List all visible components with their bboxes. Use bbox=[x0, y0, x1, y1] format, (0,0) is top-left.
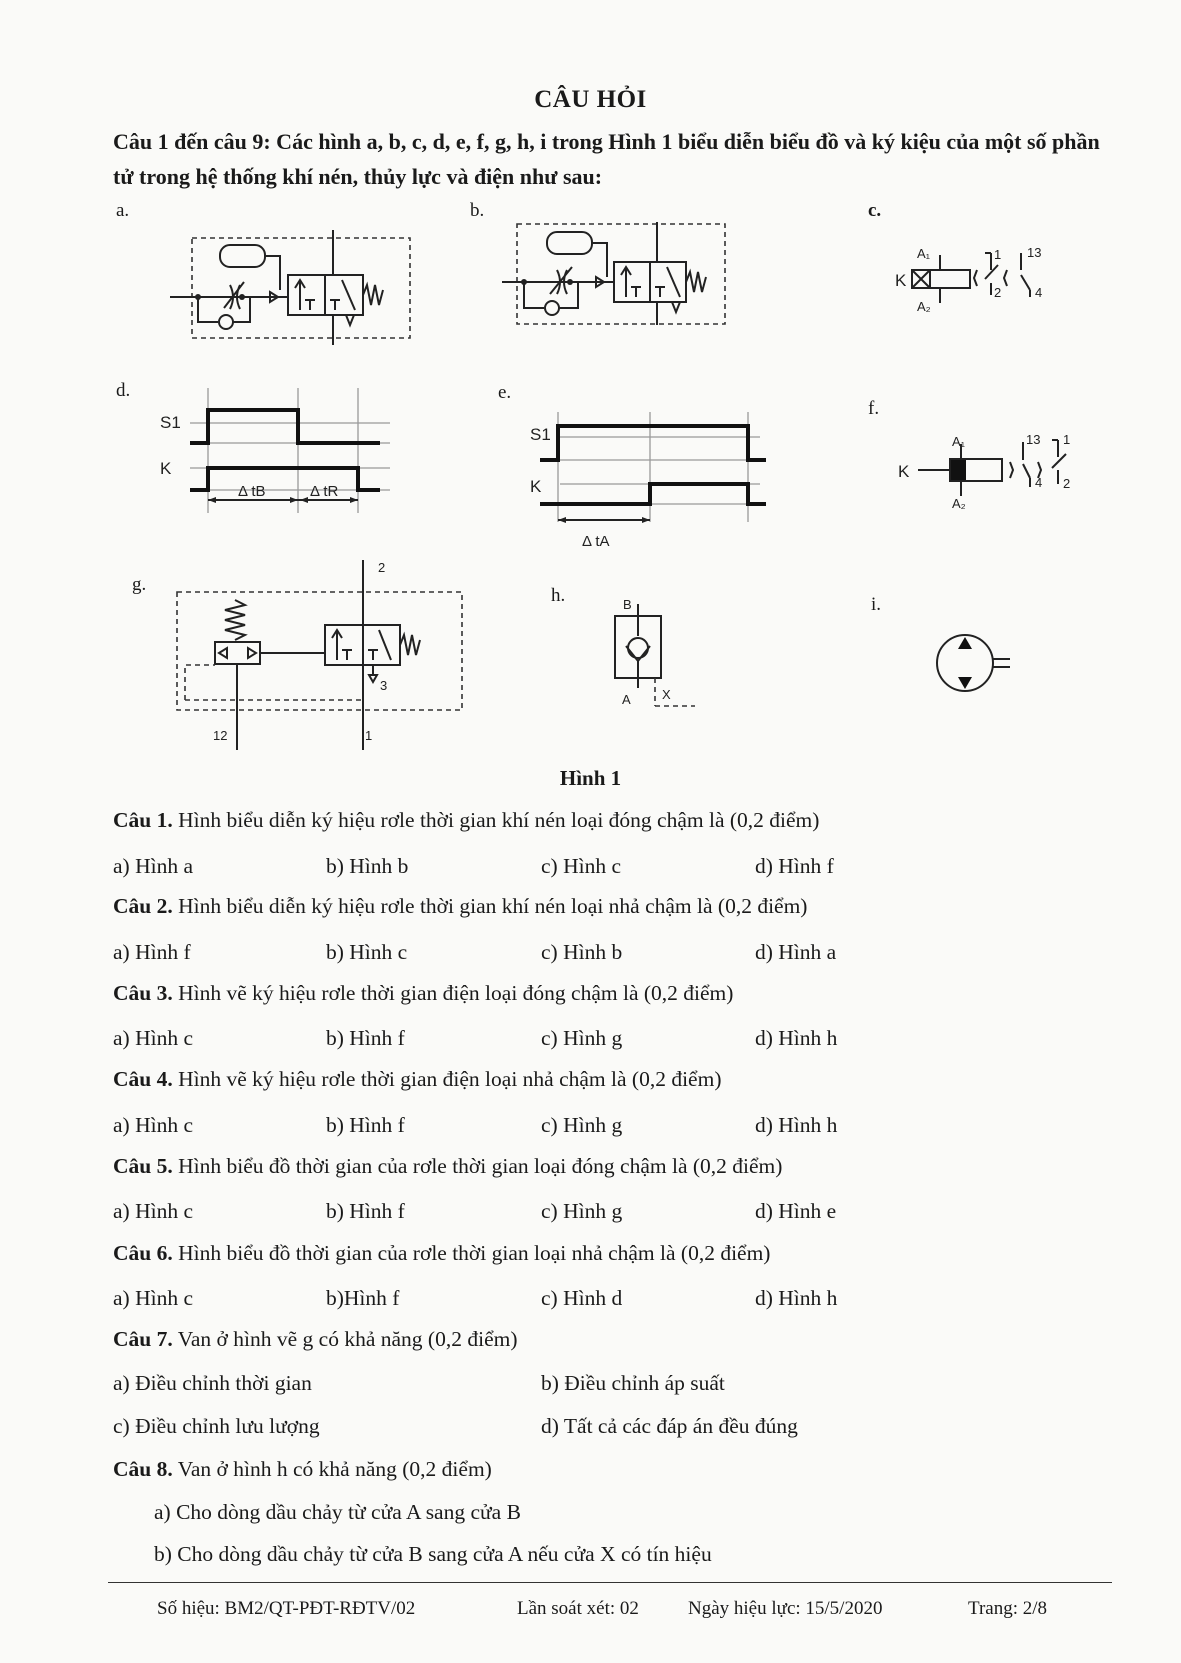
q2-option-c[interactable]: c) Hình b bbox=[541, 940, 623, 964]
q1-option-b[interactable]: b) Hình b bbox=[326, 854, 409, 878]
q3-option-a[interactable]: a) Hình c bbox=[113, 1026, 193, 1050]
svg-text:Δ tA: Δ tA bbox=[582, 533, 610, 550]
intro-text: Câu 1 đến câu 9: Các hình a, b, c, d, e, f, g, h, i trong Hình 1 biểu diễn biểu đồ và ký kiệu của một số phần tử trong hệ thống khí nén, thủy lực và điện như sau: bbox=[113, 129, 1100, 189]
figure-g-pressure-valve-diagram bbox=[165, 560, 475, 750]
q3-option-b[interactable]: b) Hình f bbox=[326, 1026, 405, 1050]
figure-c-electric-timer-relay-symbol bbox=[895, 245, 1055, 325]
svg-text:S1: S1 bbox=[530, 425, 551, 444]
figure-h-check-valve-diagram bbox=[600, 596, 710, 716]
q4-option-c[interactable]: c) Hình g bbox=[541, 1113, 623, 1137]
q1-option-d[interactable]: d) Hình f bbox=[755, 854, 834, 878]
q4-option-a[interactable]: a) Hình c bbox=[113, 1113, 193, 1137]
q5-option-b[interactable]: b) Hình f bbox=[326, 1199, 405, 1223]
svg-text:4: 4 bbox=[1035, 475, 1043, 490]
question-4: Câu 4. Hình vẽ ký hiệu rơle thời gian điện loại nhả chậm là (0,2 điểm) bbox=[113, 1067, 722, 1091]
figure-b-pneumatic-timer-diagram bbox=[502, 222, 752, 337]
q8-option-a[interactable]: a) Cho dòng dầu chảy từ cửa A sang cửa B bbox=[154, 1500, 521, 1524]
figure-f-electric-timer-relay-symbol bbox=[898, 432, 1088, 512]
q2-option-b[interactable]: b) Hình c bbox=[326, 940, 408, 964]
q3-option-c[interactable]: c) Hình g bbox=[541, 1026, 623, 1050]
svg-text:4: 4 bbox=[1035, 285, 1043, 300]
svg-text:K: K bbox=[160, 459, 172, 478]
figure-label-g: g. bbox=[132, 574, 147, 595]
figure-label-b: b. bbox=[470, 200, 485, 221]
svg-text:Δ tR: Δ tR bbox=[310, 483, 339, 500]
figure-label-a: a. bbox=[116, 200, 130, 221]
svg-text:2: 2 bbox=[1063, 476, 1071, 491]
question-1: Câu 1. Hình biểu diễn ký hiệu rơle thời gian khí nén loại đóng chậm là (0,2 điểm) bbox=[113, 808, 820, 832]
question-8: Câu 8. Van ở hình h có khả năng (0,2 điểm) bbox=[113, 1457, 492, 1481]
svg-text:K: K bbox=[898, 462, 910, 481]
question-5: Câu 5. Hình biểu đồ thời gian của rơle thời gian loại đóng chậm là (0,2 điểm) bbox=[113, 1154, 783, 1178]
page-title: CÂU HỎI bbox=[534, 86, 647, 113]
q7-option-c[interactable]: c) Điều chỉnh lưu lượng bbox=[113, 1414, 320, 1438]
svg-text:A₁: A₁ bbox=[917, 246, 931, 261]
svg-text:B: B bbox=[623, 597, 632, 612]
svg-text:A₂: A₂ bbox=[952, 496, 966, 511]
q4-option-b[interactable]: b) Hình f bbox=[326, 1113, 405, 1137]
footer-divider bbox=[108, 1582, 1112, 1583]
q5-option-d[interactable]: d) Hình e bbox=[755, 1199, 837, 1223]
q7-option-a[interactable]: a) Điều chỉnh thời gian bbox=[113, 1371, 312, 1395]
q1-option-a[interactable]: a) Hình a bbox=[113, 854, 193, 878]
q4-option-d[interactable]: d) Hình h bbox=[755, 1113, 838, 1137]
figure-caption: Hình 1 bbox=[559, 766, 622, 790]
svg-text:3: 3 bbox=[380, 678, 388, 693]
svg-text:2: 2 bbox=[378, 560, 386, 575]
q6-option-a[interactable]: a) Hình c bbox=[113, 1286, 193, 1310]
question-7: Câu 7. Van ở hình vẽ g có khả năng (0,2 điểm) bbox=[113, 1327, 518, 1351]
q6-option-d[interactable]: d) Hình h bbox=[755, 1286, 838, 1310]
svg-text:13: 13 bbox=[1027, 245, 1042, 260]
q7-option-d[interactable]: d) Tất cả các đáp án đều đúng bbox=[541, 1414, 798, 1438]
footer-effective-date: Ngày hiệu lực: 15/5/2020 bbox=[688, 1598, 883, 1619]
svg-text:A₁: A₁ bbox=[952, 434, 966, 449]
svg-text:A₂: A₂ bbox=[917, 299, 931, 314]
footer-document-code: Số hiệu: BM2/QT-PĐT-RĐTV/02 bbox=[157, 1598, 416, 1619]
q2-option-d[interactable]: d) Hình a bbox=[755, 940, 837, 964]
svg-text:13: 13 bbox=[1026, 432, 1041, 447]
figure-label-e: e. bbox=[498, 382, 512, 403]
question-6: Câu 6. Hình biểu đồ thời gian của rơle thời gian loại nhả chậm là (0,2 điểm) bbox=[113, 1241, 771, 1265]
svg-text:1: 1 bbox=[994, 247, 1002, 262]
figure-label-i: i. bbox=[871, 594, 882, 615]
q1-option-c[interactable]: c) Hình c bbox=[541, 854, 621, 878]
footer-page-number: Trang: 2/8 bbox=[968, 1598, 1048, 1619]
figure-a-pneumatic-timer-diagram bbox=[170, 230, 420, 345]
svg-text:S1: S1 bbox=[160, 413, 181, 432]
svg-text:12: 12 bbox=[213, 728, 228, 743]
q2-option-a[interactable]: a) Hình f bbox=[113, 940, 191, 964]
figure-label-f: f. bbox=[868, 398, 880, 419]
svg-text:Δ tB: Δ tB bbox=[238, 483, 266, 500]
figure-label-h: h. bbox=[551, 585, 566, 606]
q6-option-c[interactable]: c) Hình d bbox=[541, 1286, 623, 1310]
svg-text:A: A bbox=[622, 692, 631, 707]
svg-text:K: K bbox=[530, 477, 542, 496]
figure-i-hydraulic-motor-symbol bbox=[930, 625, 1020, 705]
svg-text:X: X bbox=[662, 687, 671, 702]
q3-option-d[interactable]: d) Hình h bbox=[755, 1026, 838, 1050]
q7-option-b[interactable]: b) Điều chỉnh áp suất bbox=[541, 1371, 725, 1395]
footer-revision: Lần soát xét: 02 bbox=[517, 1598, 639, 1619]
svg-text:2: 2 bbox=[994, 285, 1002, 300]
figure-label-c: c. bbox=[868, 200, 882, 221]
figure-d-timing-diagram bbox=[160, 388, 400, 538]
figure-label-d: d. bbox=[116, 380, 131, 401]
q5-option-a[interactable]: a) Hình c bbox=[113, 1199, 193, 1223]
q6-option-b[interactable]: b)Hình f bbox=[326, 1286, 400, 1310]
question-3: Câu 3. Hình vẽ ký hiệu rơle thời gian điện loại đóng chậm là (0,2 điểm) bbox=[113, 981, 734, 1005]
svg-text:1: 1 bbox=[1063, 432, 1071, 447]
label-k: K bbox=[895, 271, 907, 290]
svg-text:1: 1 bbox=[365, 728, 373, 743]
q5-option-c[interactable]: c) Hình g bbox=[541, 1199, 623, 1223]
figure-e-timing-diagram bbox=[530, 412, 770, 552]
q8-option-b[interactable]: b) Cho dòng dầu chảy từ cửa B sang cửa A nếu cửa X có tín hiệu bbox=[154, 1542, 712, 1566]
question-2: Câu 2. Hình biểu diễn ký hiệu rơle thời gian khí nén loại nhả chậm là (0,2 điểm) bbox=[113, 894, 808, 918]
